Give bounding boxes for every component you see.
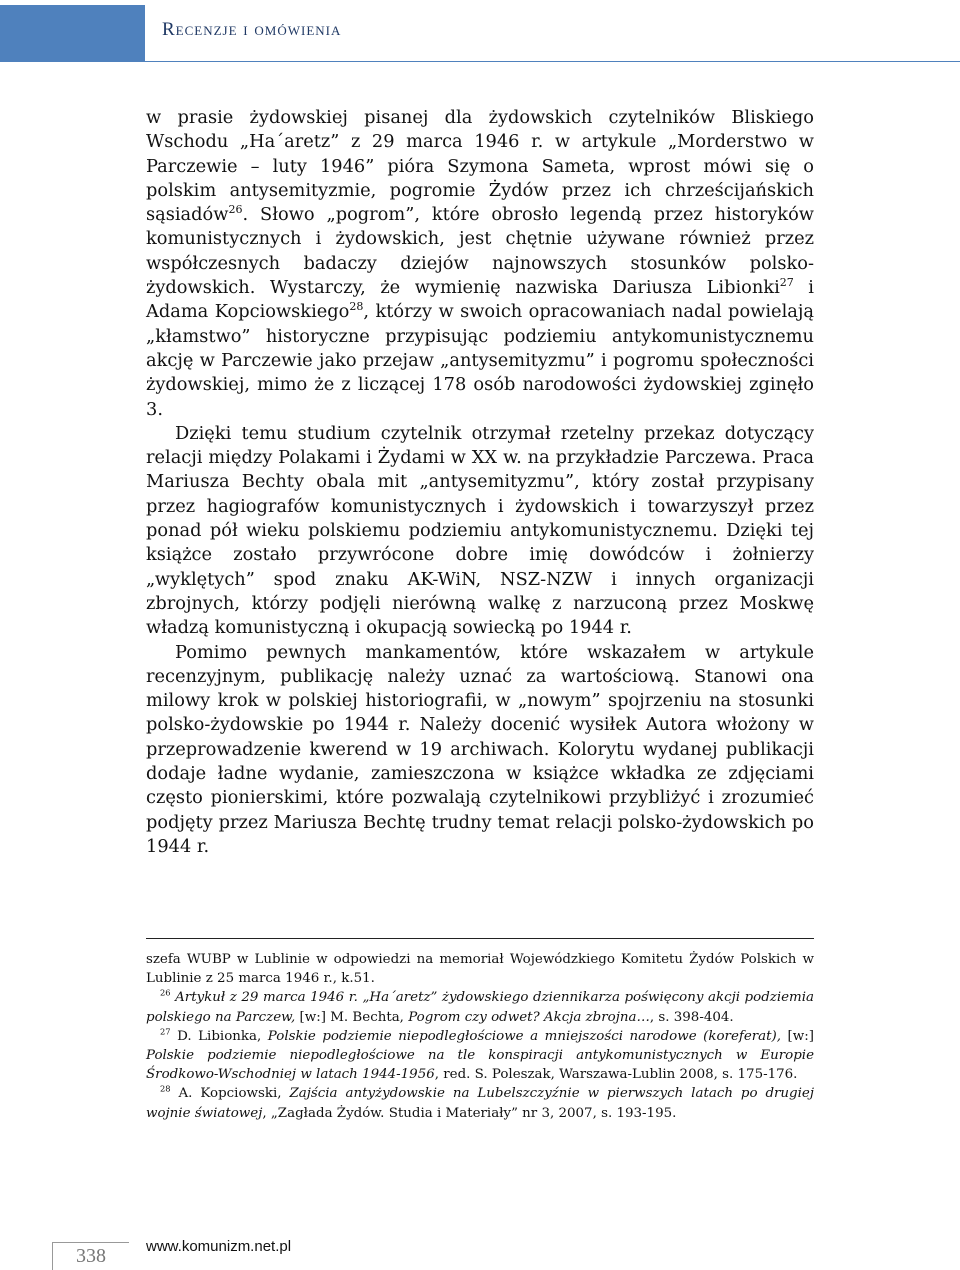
paragraph-2: Dzięki temu studium czytelnik otrzymał rzetelny przekaz dotyczący relacji między Polakami i Żydami w XX w. na przykładzie Parczewa. Praca Mariusza Bechty obala mit „antysemityzmu”, który został przypisany przez hagiografów komunistycznych i żydowskich i towarzyszył przez ponad pół wieku polskiemu podziemiu antykomunistycznemu. Dzięki tej książce zostało przywrócone dobre imię dowódców i żołnierzy „wyklętych” spod znaku AK-WiN, NSZ-NZW i innych organizacji zbrojnych, którzy podjęli nierówną walkę z narzuconą przez Moskwę władzą komunistyczną i okupacją sowiecką po 1944 r. [146,422,814,639]
footnote-ref-27[interactable]: 27 [779,276,794,290]
footnote-26-plain-b: , s. 398-404. [649,1009,734,1025]
header-color-block [0,5,145,62]
footnote-28-plain-a: A. Kopciowski, [178,1086,290,1102]
site-url[interactable]: www.komunizm.net.pl [146,1238,292,1255]
footnote-27-plain-a: D. Libionka, [177,1028,268,1044]
paragraph-1 [146,106,814,422]
footnote-27-italic-a: Polskie podziemie niepodległościowe a mniejszości narodowe (koreferat), [267,1028,782,1044]
header-rule [145,61,960,62]
paragraph-1-part-d: , którzy w swoich opracowaniach nadal powielają „kłamstwo” historyczne przypisując podziemiu antykomunistycznemu akcję w Parczewie jako przejaw „antysemityzmu” i pogromu społeczności żydowskiej, mimo że z liczącej 178 osób narodowości żydowskiej zginęło 3. [146,301,814,420]
footnote-28 [146,1084,814,1122]
footnote-28-plain-b: , „Zagłada Żydów. Studia i Materiały” nr 3, 2007, s. 193-195. [262,1105,677,1121]
paragraph-1-part-a: w prasie żydowskiej pisanej dla żydowskich czytelników Bliskiego Wschodu „Ha´aretz” z 29 marca 1946 r. w artykule „Morderstwo w Parczewie – luty 1946” pióra Szymona Sameta, wprost mówi się o polskim antysemityzmie, pogromie Żydów przez ich chrześcijańskich sąsiadów [146,107,814,226]
paragraph-3: Pomimo pewnych mankamentów, które wskazałem w artykule recenzyjnym, publikację należy uznać za wartościową. Stanowi ona milowy krok w polskiej historiografii, w „nowym” spojrzeniu na stosunki polsko-żydowskie po 1944 r. Należy docenić wysiłek Autora włożony w przeprowadzenie kwerend w 19 archiwach. Kolorytu wydanej publikacji dodaje ładne wydanie, zamieszczona w książce wkładka ze zdjęciami często pionierskimi, które pozwalają czytelnikowi przybliżyć i zrozumieć podjęty przez Mariusza Bechtę trudny temat relacji polsko-żydowskich po 1944 r. [146,641,814,857]
footnote-27-plain-b: [w:] [781,1028,814,1044]
footnote-26-italic-b: Pogrom czy odwet? Akcja zbrojna… [408,1009,650,1025]
footnote-26-italic-a: Artykuł z 29 marca 1946 r. „Ha´aretz” żydowskiego dziennikarza poświęcony akcji podziemia polskiego na Parczew, [146,990,814,1025]
section-title: Recenzje i omówienia [162,19,342,40]
footnote-26-plain-a: [w:] M. Bechta, [295,1009,409,1025]
footnote-27-plain-c: , red. S. Poleszak, Warszawa-Lublin 2008, s. 175-176. [434,1067,798,1083]
main-text [146,106,814,859]
footnote-continued: szefa WUBP w Lublinie w odpowiedzi na memoriał Wojewódzkiego Komitetu Żydów Polskich w Lublinie z 25 marca 1946 r., k.51. [146,952,814,987]
footnote-ref-26[interactable]: 26 [228,203,243,217]
footnote-separator [146,938,814,939]
page-number: 338 [52,1242,129,1270]
paragraph-1-part-b: . Słowo „pogrom”, które obrosło legendą przez historyków komunistycznych i żydowskich, jest chętnie używane również przez współczesnych badaczy dziejów najnowszych stosunków polsko-żydowskich. Wystarczy, że wymienię nazwiska Dariusza Libionki [146,204,814,299]
paragraph-1-part-c: i Adama Kopciowskiego [146,277,814,323]
footnote-26-number: 26 [160,987,171,998]
footnote-27-italic-b: Polskie podziemie niepodległościowe na tle konspiracji antykomunistycznych w Europie Środkowo-Wschodniej w latach 1944-1956 [146,1048,814,1083]
footnotes [146,950,814,1123]
footnote-28-number: 28 [160,1083,171,1094]
footnote-27-number: 27 [160,1026,171,1037]
footnote-ref-28[interactable]: 28 [349,300,364,314]
footnote-26 [146,988,814,1026]
footnote-27 [146,1027,814,1085]
footnote-28-italic-a: Zajścia antyżydowskie na Lubelszczyźnie w pierwszych latach po drugiej wojnie światowej [146,1086,814,1121]
